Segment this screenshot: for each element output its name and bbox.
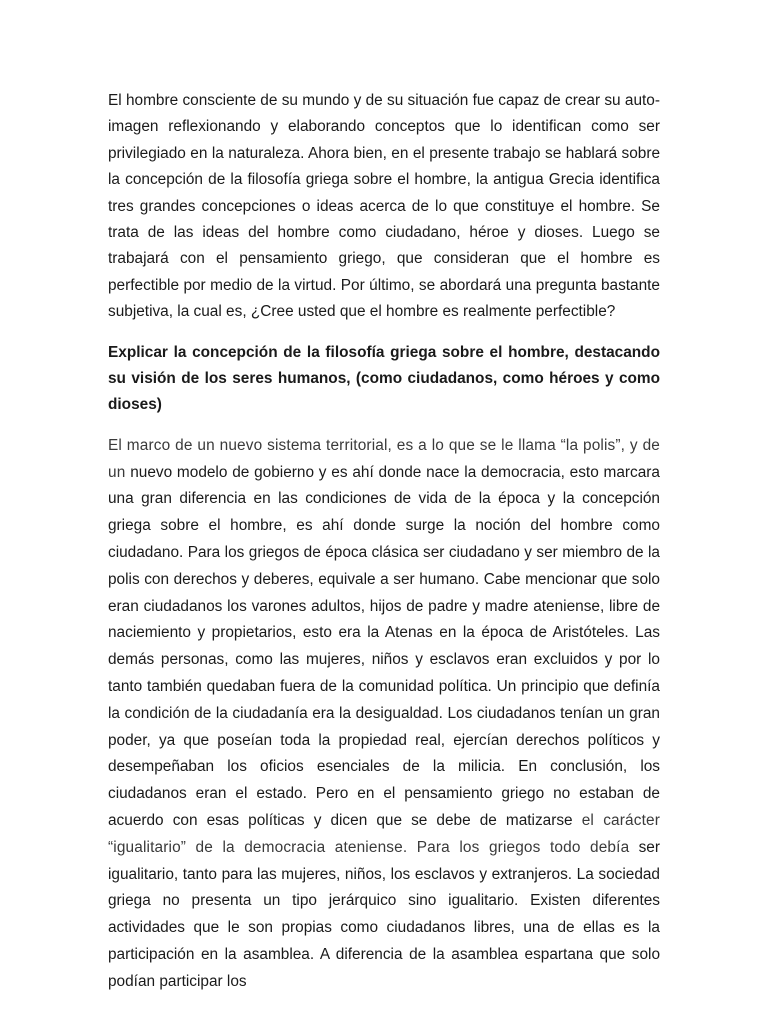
body-paragraph-text-1: nuevo modelo de gobierno y es ahí donde nace la democracia, esto marcara una gran diferencia en las condiciones de vida de la época y la concepción griega sobre el hombre, es ahí donde surge la noción del hombre como ciudadano. Para los griegos de época clásica ser ciudadano y ser miembro de la polis con derechos y deberes, equivale a ser humano. Cabe mencionar que solo eran ciudadanos los varones adultos, hijos de padre y madre ateniense, libre de naciemiento y propietarios, esto era la Atenas en la época de Aristóteles. Las demás personas, como las mujeres, niños y esclavos eran excluidos y por lo tanto también quedaban fuera de la comunidad política. Un principio que definía la condición de la ciudadanía era la desigualdad. Los ciudadanos tenían un gran poder, ya que poseían toda la propiedad real, ejercían derechos políticos y desempeñaban los oficios esenciales de la milicia. En conclusión, los ciudadanos eran el estado. Pero en el pensamiento griego no estaban de acuerdo con esas políticas y dicen que se debe de matizarse xyxy=(108,463,660,830)
body-paragraph-text-2: ser igualitario, tanto para las mujeres, niños, los esclavos y extranjeros. La sociedad griega no presenta un tipo jerárquico sino igualitario. Existen diferentes actividades que le son propias como ciudadanos libres, una de ellas es la participación en la asamblea. A diferencia de la asamblea espartana que solo podían participar los xyxy=(108,838,660,990)
body-paragraph-lead: El marco de un nuevo sistema territorial, es a lo que se le llama “la polis”, y de un xyxy=(108,436,660,481)
body-paragraph-light-text: el carácter “igualitario” de la democracia ateniense. Para los griegos todo debía xyxy=(108,812,660,856)
intro-paragraph: El hombre consciente de su mundo y de su situación fue capaz de crear su auto-imagen reflexionando y elaborando conceptos que lo identifican como ser privilegiado en la naturaleza. Ahora bien, en el presente trabajo se hablará sobre la concepción de la filosofía griega sobre el hombre, la antigua Grecia identifica tres grandes concepciones o ideas acerca de lo que constituye el hombre. Se trata de las ideas del hombre como ciudadano, héroe y dioses. Luego se trabajará con el pensamiento griego, que consideran que el hombre es perfectible por medio de la virtud. Por último, se abordará una pregunta bastante subjetiva, la cual es, ¿Cree usted que el hombre es realmente perfectible? xyxy=(108,92,660,321)
section-heading: Explicar la concepción de la filosofía griega sobre el hombre, destacando su visión de los seres humanos, (como ciudadanos, como héroes y como dioses) xyxy=(108,343,660,414)
document-page xyxy=(108,88,660,996)
body-paragraph xyxy=(108,433,660,996)
